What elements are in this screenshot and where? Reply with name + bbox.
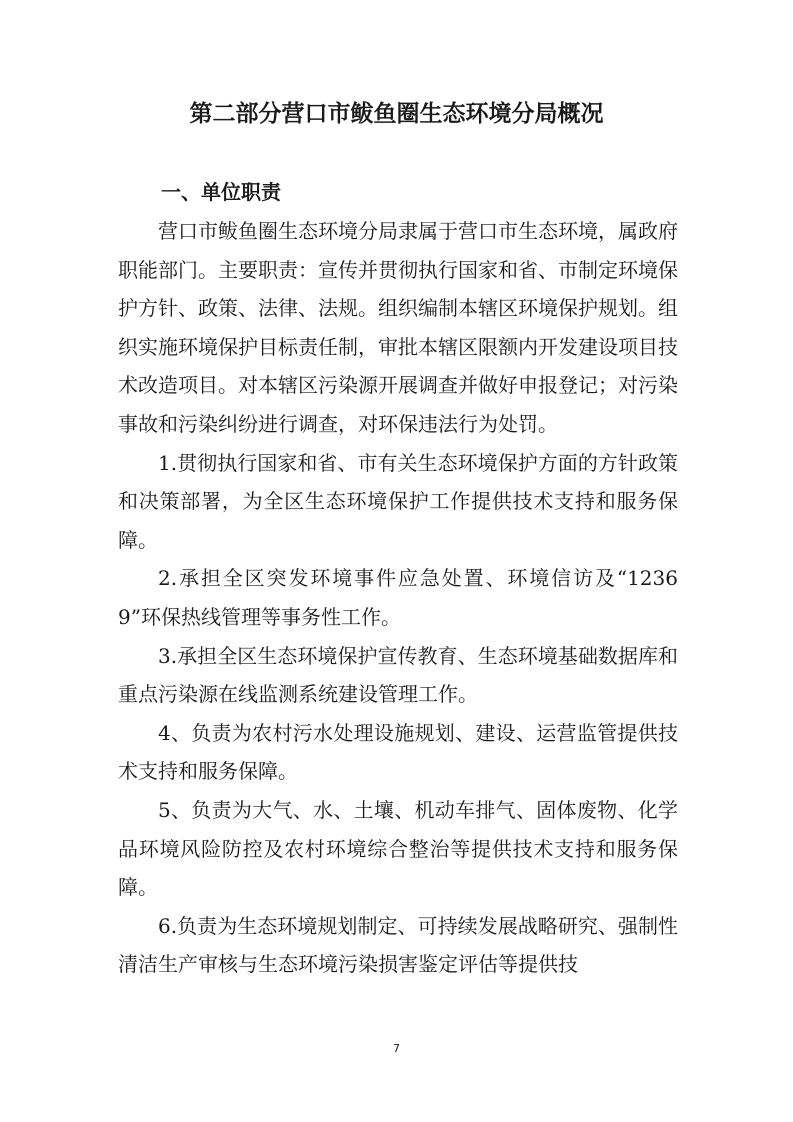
paragraph-item-3: 3.承担全区生态环境保护宣传教育、生态环境基础数据库和重点污染源在线监测系统建设管理工作。 xyxy=(118,643,678,707)
paragraph-item-2: 2.承担全区突发环境事件应急处置、环境信访及“12369”环保热线管理等事务性工作。 xyxy=(118,566,678,629)
paragraph-duties-overview: 营口市鲅鱼圈生态环境分局隶属于营口市生态环境，属政府职能部门。主要职责：宣传并贯彻执行国家和省、市制定环境保护方针、政策、法律、法规。组织编制本辖区环境保护规划。组织实施环境保护目标责任制，审批本辖区限额内开发建设项目技术改造项目。对本辖区污染源开展调查并做好申报登记；对污染事故和污染纠纷进行调查，对环保违法行为处罚。 xyxy=(118,219,678,436)
paragraph-item-1: 1.贯彻执行国家和省、市有关生态环境保护方面的方针政策和决策部署，为全区生态环境保护工作提供技术支持和服务保障。 xyxy=(118,450,678,552)
paragraph-item-6: 6.负责为生态环境规划制定、可持续发展战略研究、强制性清洁生产审核与生态环境污染损害鉴定评估等提供技 xyxy=(118,913,678,977)
page-number: 7 xyxy=(393,1042,400,1055)
document-body xyxy=(118,212,678,984)
page-title: 第二部分营口市鲅鱼圈生态环境分局概况 xyxy=(189,101,604,127)
paragraph-item-5: 5、负责为大气、水、土壤、机动车排气、固体废物、化学品环境风险防控及农村环境综合整治等提供技术支持和服务保障。 xyxy=(118,797,678,900)
paragraph-item-4: 4、负责为农村污水处理设施规划、建设、运营监管提供技术支持和服务保障。 xyxy=(118,720,678,784)
section-heading: 一、单位职责 xyxy=(161,180,281,204)
